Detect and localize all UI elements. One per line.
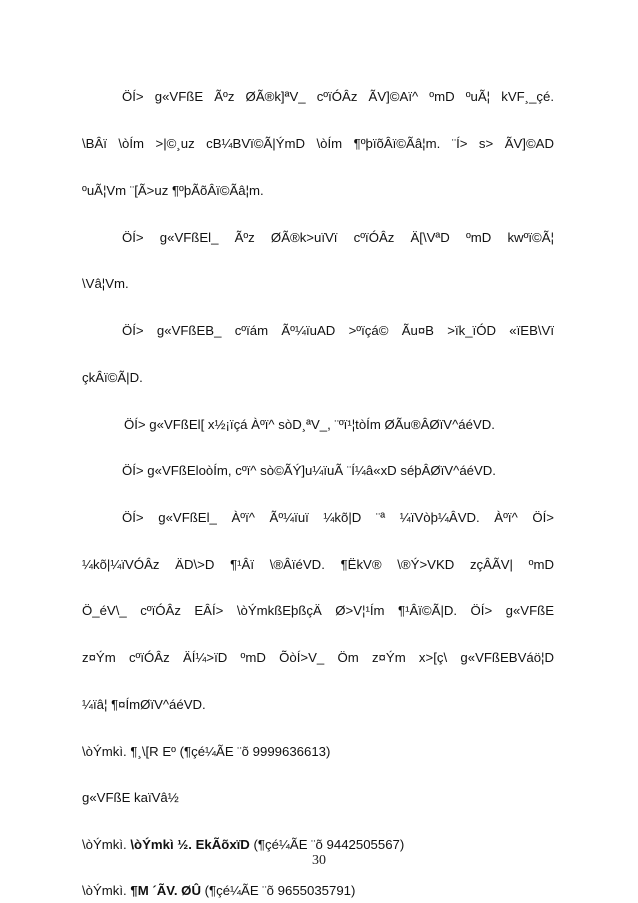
- paragraph-6-line-3: Ö_éV\_ cºïÓÂz EÂÍ> \òÝmkßEþßçÄ Ø>V¦¹Ím ¶¹Âï©Ã|D. ÖÍ> g«VFßE: [82, 603, 554, 618]
- contact-line-2: g«VFßE kaïVâ½: [82, 790, 179, 805]
- contact-line-4: [82, 882, 554, 900]
- paragraph-3-line-1: ÖÍ> g«VFßEB_ cºïám Ãº¼ïuAD >ºïçá© Ãu¤B >ïk_ïÓD «ïEB\Vï: [122, 323, 554, 338]
- paragraph-4-line-1: ÖÍ> g«VFßEl[ x½¡ïçá Àºï^ sòD¸ªV_, ¨ºï¹¦tòÍm ØÃu®ÂØïV^áéVD.: [124, 417, 495, 432]
- page-number: 30: [312, 853, 326, 868]
- contact-line-4-phone: (¶çé¼ÃE ¨õ 9655035791): [200, 883, 356, 898]
- paragraph-2-line-1: ÖÍ> g«VFßEl_ Ãºz ØÃ®k>uïVï cºïÓÂz Ä[\VªD ºmD kwºï©Ã¦: [122, 230, 554, 245]
- paragraph-6-line-1: ÖÍ> g«VFßEl_ Àºï^ Ãº¼ïuï ¼kõ|D ¨ª ¼ïVòþ¼ÂVD. Àºï^ ÖÍ>: [122, 510, 554, 525]
- contact-line-3-phone: (¶çé¼ÃE ¨õ 9442505567): [249, 837, 405, 852]
- paragraph-6-line-4: z¤Ým cºïÓÂz ÄÍ¼>ïD ºmD ÕòÍ>V_ Öm z¤Ým x>[ç\ g«VFßEBVáö¦D: [82, 650, 554, 665]
- contact-line-1: \òÝmkì. ¶¸\[R Eº (¶çé¼ÃE ¨õ 9999636613): [82, 744, 331, 759]
- paragraph-1-line-1: ÖÍ> g«VFßE Ãºz ØÃ®k]ªV_ cºïÓÂz ÃV]©Aï^ ºmD ºuÃ¦ kVF¸_çé.: [122, 89, 554, 104]
- contact-line-4-name: ¶M ´ÃV. ØÛ: [130, 883, 201, 898]
- paragraph-5-line-1: ÖÍ> g«VFßEloòÍm, cºï^ sò©ÃÝ]u¼ïuÃ ¨Í¼â«xD séþÂØïV^áéVD.: [122, 463, 496, 478]
- paragraph-1-line-3: ºuÃ¦Vm ¨[Ã>uz ¶ºþÃõÂï©Ãâ¦m.: [82, 183, 264, 198]
- paragraph-1-line-2: \BÂï \òÍm >|©¸uz cB¼BVï©Ã|ÝmD \òÍm ¶ºþïõÂï©Ãâ¦m. ¨Í> s> ÃV]©AD: [82, 136, 554, 151]
- paragraph-6-line-5: ¼ïâ¦ ¶¤ÍmØïV^áéVD.: [82, 697, 206, 712]
- contact-line-3: [82, 836, 554, 854]
- paragraph-2-line-2: \Vâ¦Vm.: [82, 276, 129, 291]
- contact-line-3-name: \òÝmkì ½. EkÃõxïD: [130, 837, 250, 852]
- paragraph-3-line-2: çkÂï©Ã|D.: [82, 370, 143, 385]
- paragraph-6-line-2: ¼kõ|¼ïVÓÂz ÄD\>D ¶¹Âï \®ÂïéVD. ¶ËkV® \®Ý>VKD zçÂÃV| ºmD: [82, 557, 554, 572]
- contact-line-3-prefix: \òÝmkì.: [82, 837, 131, 852]
- contact-line-4-prefix: \òÝmkì.: [82, 883, 131, 898]
